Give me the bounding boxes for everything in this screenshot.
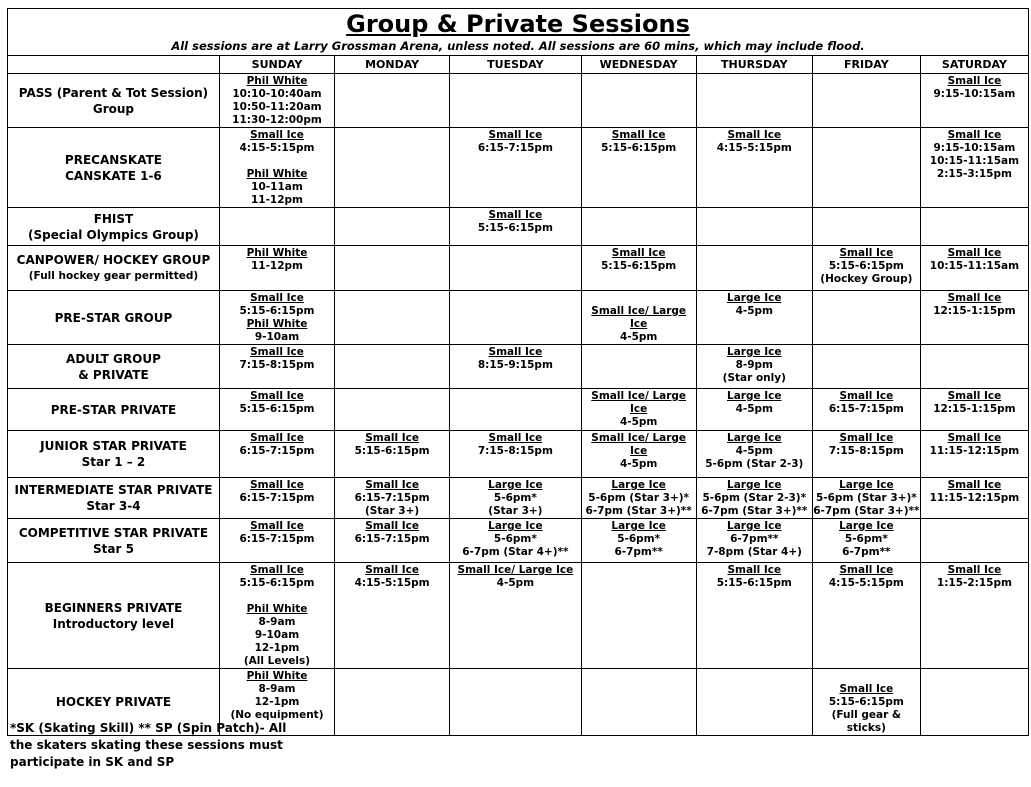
session-time: 4:15-5:15pm <box>828 577 904 589</box>
session-venue: Small Ice <box>365 432 419 444</box>
row-label-main: PRE-STAR PRIVATE <box>50 402 177 417</box>
session-cell-saturday <box>920 389 1028 431</box>
session-venue: Large Ice <box>727 346 782 358</box>
session-time: 4-5pm <box>735 445 773 457</box>
session-cell-thursday <box>696 389 812 431</box>
session-cell-saturday <box>920 74 1028 128</box>
row-label-sub: Star 5 <box>93 541 134 556</box>
session-venue: Small Ice <box>839 564 894 576</box>
session-cell-tuesday <box>450 128 581 208</box>
title-cell <box>8 9 1029 56</box>
session-time: 6:15-7:15pm <box>239 533 315 545</box>
session-time: 5:15-6:15pm <box>828 696 904 708</box>
session-cell-thursday <box>696 519 812 563</box>
session-venue: Phil White <box>246 75 308 87</box>
session-time: 6:15-7:15pm <box>239 445 315 457</box>
session-time: (Star only) <box>722 372 786 384</box>
session-venue: Small Ice <box>839 432 894 444</box>
row-label-main: CANPOWER/ HOCKEY GROUP <box>16 253 211 267</box>
session-cell-tuesday <box>450 519 581 563</box>
session-venue: Small Ice <box>947 292 1002 304</box>
session-time: 4-5pm <box>619 416 658 428</box>
session-cell-friday <box>812 128 920 208</box>
schedule-row <box>8 345 1029 389</box>
session-venue: Small Ice <box>947 129 1002 141</box>
row-label-cell <box>8 389 220 431</box>
session-time: 4-5pm <box>619 458 658 470</box>
session-cell-thursday <box>696 431 812 478</box>
day-header-friday: FRIDAY <box>812 56 920 74</box>
session-venue: Small Ice <box>947 390 1002 402</box>
session-cell-wednesday <box>581 74 696 128</box>
session-time: 5:15-6:15pm <box>354 445 430 457</box>
session-time: 5-6pm (Star 2-3)* <box>702 492 807 504</box>
session-time: (All Levels) <box>243 655 311 667</box>
session-venue: Large Ice <box>727 432 782 444</box>
session-cell-friday <box>812 519 920 563</box>
spacer <box>813 670 920 683</box>
session-time: 5:15-6:15pm <box>239 577 315 589</box>
session-cell-friday <box>812 389 920 431</box>
spacer <box>582 292 696 305</box>
session-cell-friday <box>812 478 920 519</box>
session-time: 5-6pm (Star 2-3) <box>705 458 804 470</box>
session-time: 5:15-6:15pm <box>601 142 677 154</box>
session-cell-friday <box>812 669 920 736</box>
session-venue: Large Ice <box>727 390 782 402</box>
session-venue: Small Ice <box>947 564 1002 576</box>
session-venue: Small Ice <box>947 479 1002 491</box>
session-time: 7-8pm (Star 4+) <box>706 546 802 558</box>
session-venue: Large Ice <box>839 479 894 491</box>
schedule-row <box>8 431 1029 478</box>
session-venue: Phil White <box>246 670 308 682</box>
session-venue: Small Ice <box>488 346 543 358</box>
session-cell-monday <box>335 74 450 128</box>
session-cell-monday <box>335 519 450 563</box>
row-label-cell <box>8 563 220 669</box>
session-cell-tuesday <box>450 389 581 431</box>
session-time: 8-9pm <box>735 359 773 371</box>
session-venue: Large Ice <box>488 520 543 532</box>
session-cell-tuesday <box>450 478 581 519</box>
session-cell-monday <box>335 246 450 291</box>
session-cell-monday <box>335 128 450 208</box>
session-cell-tuesday <box>450 563 581 669</box>
session-cell-wednesday <box>581 389 696 431</box>
row-label-cell <box>8 208 220 246</box>
session-time: 9-10am <box>254 331 300 343</box>
row-label-sub: Star 1 – 2 <box>81 455 146 469</box>
session-time: 4:15-5:15pm <box>239 142 315 154</box>
row-label-cell <box>8 291 220 345</box>
session-cell-saturday <box>920 669 1028 736</box>
session-time: 4-5pm <box>619 331 658 343</box>
row-label-main: PASS (Parent & Tot Session) <box>18 85 209 100</box>
session-time: 1:15-2:15pm <box>936 577 1012 589</box>
session-cell-tuesday <box>450 208 581 246</box>
session-venue: Small Ice <box>947 432 1002 444</box>
session-cell-friday <box>812 345 920 389</box>
session-cell-saturday <box>920 431 1028 478</box>
session-cell-wednesday <box>581 246 696 291</box>
session-time: 5-6pm* <box>617 533 661 545</box>
row-label-cell <box>8 74 220 128</box>
session-cell-saturday <box>920 128 1028 208</box>
row-label-cell <box>8 246 220 291</box>
row-label-sub: Star 3-4 <box>86 499 141 513</box>
session-time: 7:15-8:15pm <box>239 359 315 371</box>
day-header-saturday: SATURDAY <box>920 56 1028 74</box>
session-cell-sunday <box>219 478 334 519</box>
day-header-sunday: SUNDAY <box>219 56 334 74</box>
session-cell-saturday <box>920 208 1028 246</box>
session-time: (No equipment) <box>230 709 324 721</box>
session-time: 11-12pm <box>250 194 303 206</box>
session-time: 11-12pm <box>250 260 303 272</box>
page-subtitle: All sessions are at Larry Grossman Arena, unless noted. All sessions are 60 mins, which may include flood. <box>171 39 865 53</box>
session-venue: Small Ice <box>250 479 304 491</box>
session-cell-sunday <box>219 208 334 246</box>
session-time: 6:15-7:15pm <box>354 492 430 504</box>
session-venue: Small Ice <box>488 432 543 444</box>
session-time: 5-6pm* <box>493 533 537 545</box>
session-time: 4-5pm <box>735 403 773 415</box>
session-venue: Large Ice <box>839 520 894 532</box>
session-time: 7:15-8:15pm <box>477 445 553 457</box>
session-time: 6:15-7:15pm <box>828 403 904 415</box>
session-time: 4-5pm <box>735 305 773 317</box>
session-time: (Star 3+) <box>488 505 543 517</box>
session-time: 5-6pm (Star 3+)* <box>588 492 690 504</box>
session-time: (Full gear & sticks) <box>831 709 902 734</box>
row-label-main: COMPETITIVE STAR PRIVATE <box>18 525 209 540</box>
session-time: (Star 3+) <box>365 505 420 517</box>
session-venue: Small Ice <box>727 129 782 141</box>
schedule-row <box>8 208 1029 246</box>
session-time: 6-7pm (Star 4+)** <box>462 546 569 558</box>
session-cell-monday <box>335 669 450 736</box>
session-time: 5:15-6:15pm <box>828 260 904 272</box>
schedule-row <box>8 389 1029 431</box>
day-header-wednesday: WEDNESDAY <box>581 56 696 74</box>
session-cell-monday <box>335 478 450 519</box>
row-label-main: FHIST <box>93 211 134 226</box>
session-time: 7:15-8:15pm <box>828 445 904 457</box>
spacer <box>220 590 334 603</box>
session-cell-monday <box>335 291 450 345</box>
session-time: 8:15-9:15pm <box>477 359 553 371</box>
session-cell-monday <box>335 389 450 431</box>
row-label-sub: CANSKATE 1-6 <box>65 168 162 183</box>
spacer <box>220 155 334 168</box>
session-venue: Small Ice/ Large Ice <box>591 390 687 415</box>
row-label-cell <box>8 431 220 478</box>
schedule-row <box>8 246 1029 291</box>
schedule-row <box>8 74 1029 128</box>
session-time: 5-6pm* <box>844 533 888 545</box>
session-cell-thursday <box>696 669 812 736</box>
session-cell-friday <box>812 74 920 128</box>
session-time: 11:15-12:15pm <box>929 445 1020 457</box>
row-label-sub: (Special Olympics Group) <box>28 227 199 242</box>
row-label-sub: Group <box>92 101 135 116</box>
session-time: 6:15-7:15pm <box>354 533 430 545</box>
session-venue: Small Ice <box>947 247 1002 259</box>
session-cell-wednesday <box>581 208 696 246</box>
row-label-cell <box>8 519 220 563</box>
session-cell-tuesday <box>450 669 581 736</box>
row-label-sub: & PRIVATE <box>78 367 149 382</box>
session-time: 10-11am <box>251 181 303 193</box>
session-venue: Phil White <box>246 603 308 615</box>
day-header-row <box>8 56 1029 74</box>
session-cell-friday <box>812 291 920 345</box>
session-cell-thursday <box>696 478 812 519</box>
session-venue: Phil White <box>246 168 308 180</box>
row-label-main: INTERMEDIATE STAR PRIVATE <box>14 483 213 497</box>
schedule-row <box>8 519 1029 563</box>
session-cell-wednesday <box>581 291 696 345</box>
row-label-sub: (Full hockey gear permitted) <box>28 270 199 282</box>
row-label-cell <box>8 128 220 208</box>
session-venue: Large Ice <box>727 479 782 491</box>
session-time: 12-1pm <box>254 696 300 708</box>
session-venue: Small Ice <box>250 520 304 532</box>
day-header-monday: MONDAY <box>335 56 450 74</box>
session-cell-wednesday <box>581 478 696 519</box>
session-time: 9:15-10:15am <box>933 88 1016 100</box>
session-venue: Small Ice <box>250 564 304 576</box>
schedule-table <box>7 8 1029 736</box>
session-cell-sunday <box>219 291 334 345</box>
session-venue: Small Ice <box>611 247 666 259</box>
row-label-cell <box>8 478 220 519</box>
session-time: 5:15-6:15pm <box>239 403 315 415</box>
session-time: 6:15-7:15pm <box>239 492 315 504</box>
day-header-tuesday: TUESDAY <box>450 56 581 74</box>
footnote: *SK (Skating Skill) ** SP (Spin Patch)- All the skaters skating these sessions must participate in SK and SP <box>10 721 287 769</box>
session-cell-tuesday <box>450 246 581 291</box>
session-venue: Small Ice <box>250 390 304 402</box>
session-cell-sunday <box>219 128 334 208</box>
day-header-thursday: THURSDAY <box>696 56 812 74</box>
session-cell-tuesday <box>450 74 581 128</box>
session-cell-friday <box>812 208 920 246</box>
session-venue: Small Ice/ Large Ice <box>591 432 687 457</box>
session-venue: Small Ice <box>839 247 894 259</box>
session-time: 8-9am <box>258 616 296 628</box>
session-cell-sunday <box>219 74 334 128</box>
session-venue: Large Ice <box>488 479 543 491</box>
row-label-main: BEGINNERS PRIVATE <box>44 600 183 615</box>
session-cell-sunday <box>219 246 334 291</box>
session-venue: Small Ice <box>250 346 304 358</box>
session-cell-sunday <box>219 563 334 669</box>
session-cell-friday <box>812 246 920 291</box>
row-label-main: ADULT GROUP <box>66 351 161 366</box>
session-cell-wednesday <box>581 563 696 669</box>
session-time: 12:15-1:15pm <box>933 403 1016 415</box>
session-venue: Small Ice <box>250 129 304 141</box>
session-time: 5:15-6:15pm <box>716 577 792 589</box>
session-cell-tuesday <box>450 291 581 345</box>
session-venue: Large Ice <box>611 520 666 532</box>
schedule-row <box>8 478 1029 519</box>
session-time: 9-10am <box>254 629 300 641</box>
session-time: (Hockey Group) <box>820 273 913 285</box>
session-cell-saturday <box>920 519 1028 563</box>
session-cell-saturday <box>920 345 1028 389</box>
schedule-row <box>8 291 1029 345</box>
session-cell-sunday <box>219 519 334 563</box>
session-venue: Small Ice <box>365 479 419 491</box>
session-cell-wednesday <box>581 345 696 389</box>
session-cell-saturday <box>920 291 1028 345</box>
session-time: 11:30-12:00pm <box>232 114 322 126</box>
session-cell-saturday <box>920 246 1028 291</box>
session-cell-wednesday <box>581 128 696 208</box>
session-cell-thursday <box>696 345 812 389</box>
session-time: 6-7pm** <box>842 546 891 558</box>
session-cell-sunday <box>219 389 334 431</box>
session-time: 10:10-10:40am <box>232 88 322 100</box>
session-venue: Small Ice <box>727 564 782 576</box>
corner-header-cell <box>8 56 220 74</box>
session-venue: Large Ice <box>611 479 666 491</box>
session-venue: Small Ice <box>250 432 304 444</box>
schedule-row <box>8 128 1029 208</box>
session-cell-wednesday <box>581 519 696 563</box>
session-venue: Small Ice <box>839 683 894 695</box>
session-venue: Small Ice <box>611 129 666 141</box>
session-cell-sunday <box>219 431 334 478</box>
session-time: 6-7pm (Star 3+)** <box>585 505 692 517</box>
row-label-main: PRECANSKATE <box>64 152 162 167</box>
session-venue: Small Ice <box>365 520 419 532</box>
row-label-cell <box>8 345 220 389</box>
row-label-main: PRE-STAR GROUP <box>54 310 173 325</box>
session-venue: Small Ice/ Large Ice <box>591 305 687 330</box>
session-time: 10:50-11:20am <box>232 101 322 113</box>
session-venue: Small Ice <box>365 564 419 576</box>
session-time: 5:15-6:15pm <box>601 260 677 272</box>
session-cell-thursday <box>696 563 812 669</box>
session-time: 11:15-12:15pm <box>929 492 1020 504</box>
row-label-sub: Introductory level <box>52 616 175 631</box>
session-venue: Small Ice <box>488 129 543 141</box>
session-time: 10:15-11:15am <box>929 260 1020 272</box>
session-time: 6-7pm** <box>730 533 779 545</box>
session-venue: Small Ice <box>488 209 543 221</box>
session-cell-saturday <box>920 478 1028 519</box>
session-time: 12:15-1:15pm <box>933 305 1016 317</box>
session-cell-tuesday <box>450 431 581 478</box>
session-venue: Large Ice <box>727 292 782 304</box>
session-venue: Small Ice <box>250 292 304 304</box>
session-cell-saturday <box>920 563 1028 669</box>
session-cell-friday <box>812 563 920 669</box>
session-time: 4:15-5:15pm <box>716 142 792 154</box>
session-time: 5:15-6:15pm <box>477 222 553 234</box>
session-cell-thursday <box>696 208 812 246</box>
session-cell-thursday <box>696 246 812 291</box>
session-time: 12-1pm <box>254 642 300 654</box>
session-cell-thursday <box>696 128 812 208</box>
session-cell-wednesday <box>581 669 696 736</box>
session-venue: Phil White <box>246 318 308 330</box>
session-time: 6:15-7:15pm <box>477 142 553 154</box>
session-time: 5-6pm (Star 3+)* <box>815 492 917 504</box>
row-label-main: HOCKEY PRIVATE <box>55 695 172 709</box>
session-time: 5-6pm* <box>493 492 537 504</box>
session-venue: Large Ice <box>727 520 782 532</box>
session-cell-sunday <box>219 345 334 389</box>
session-cell-monday <box>335 345 450 389</box>
row-label-main: JUNIOR STAR PRIVATE <box>40 439 187 453</box>
session-time: 8-9am <box>258 683 296 695</box>
session-cell-thursday <box>696 74 812 128</box>
session-venue: Phil White <box>246 247 308 259</box>
session-time: 6-7pm (Star 3+)** <box>813 505 920 517</box>
session-time: 6-7pm** <box>614 546 663 558</box>
session-time: 2:15-3:15pm <box>936 168 1012 180</box>
session-cell-friday <box>812 431 920 478</box>
session-cell-tuesday <box>450 345 581 389</box>
session-time: 6-7pm (Star 3+)** <box>701 505 808 517</box>
session-time: 5:15-6:15pm <box>239 305 315 317</box>
schedule-row <box>8 563 1029 669</box>
session-time: 10:15-11:15am <box>929 155 1020 167</box>
session-venue: Small Ice/ Large Ice <box>457 564 574 576</box>
session-cell-wednesday <box>581 431 696 478</box>
session-venue: Small Ice <box>947 75 1002 87</box>
page-title: Group & Private Sessions <box>346 10 690 38</box>
session-time: 4:15-5:15pm <box>354 577 430 589</box>
session-cell-monday <box>335 563 450 669</box>
session-time: 4-5pm <box>496 577 535 589</box>
session-venue: Small Ice <box>839 390 894 402</box>
session-cell-thursday <box>696 291 812 345</box>
session-cell-monday <box>335 431 450 478</box>
session-cell-monday <box>335 208 450 246</box>
session-time: 9:15-10:15am <box>933 142 1016 154</box>
